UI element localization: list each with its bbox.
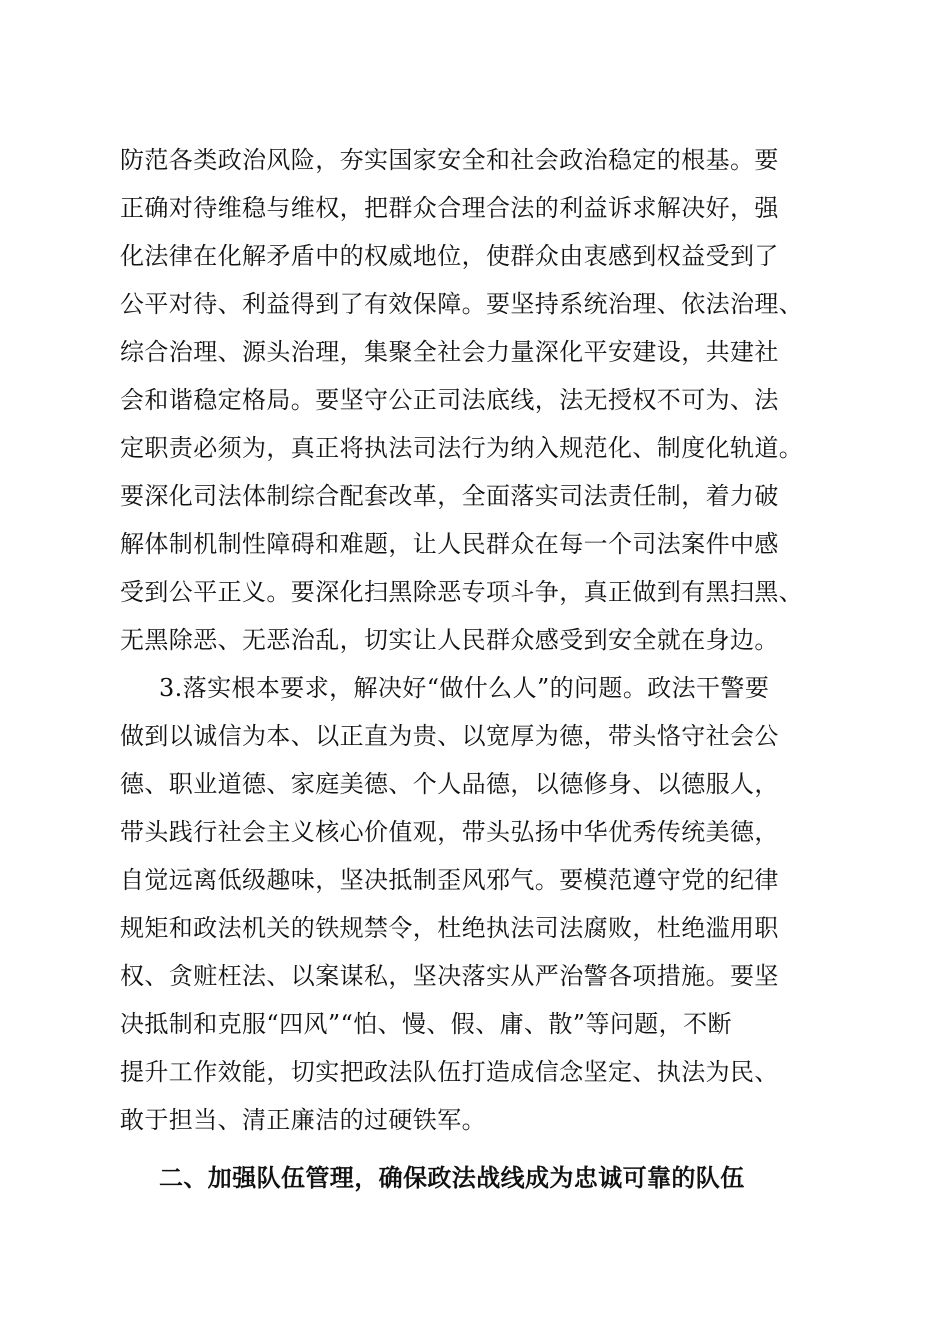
- paragraph-line: 防范各类政治风险，夯实国家安全和社会政治稳定的根基。要: [120, 146, 779, 174]
- section-heading: 二、加强队伍管理，确保政法战线成为忠诚可靠的队伍: [159, 1164, 745, 1192]
- paragraph-line: 带头践行社会主义核心价值观，带头弘扬中华优秀传统美德，: [120, 818, 779, 846]
- paragraph-line: 正确对待维稳与维权，把群众合理合法的利益诉求解决好，强: [120, 194, 779, 222]
- paragraph-line: 要深化司法体制综合配套改革，全面落实司法责任制，着力破: [120, 482, 779, 510]
- paragraph-line: 自觉远离低级趣味，坚决抵制歪风邪气。要模范遵守党的纪律: [120, 866, 779, 894]
- paragraph-line: 受到公平正义。要深化扫黑除恶专项斗争，真正做到有黑扫黑、: [120, 578, 804, 606]
- paragraph-line: 决抵制和克服“四风”“怕、慢、假、庸、散”等问题，不断: [120, 1010, 732, 1038]
- paragraph-line: 会和谐稳定格局。要坚守公正司法底线，法无授权不可为、法: [120, 386, 779, 414]
- paragraph-line: 定职责必须为，真正将执法司法行为纳入规范化、制度化轨道。: [120, 434, 804, 462]
- paragraph-line: 敢于担当、清正廉洁的过硬铁军。: [120, 1106, 486, 1134]
- paragraph-line: 综合治理、源头治理，集聚全社会力量深化平安建设，共建社: [120, 338, 779, 366]
- paragraph-line: 规矩和政法机关的铁规禁令，杜绝执法司法腐败，杜绝滥用职: [120, 914, 779, 942]
- paragraph-line: 3.落实根本要求，解决好“做什么人”的问题。政法干警要: [159, 674, 770, 702]
- paragraph-line: 做到以诚信为本、以正直为贵、以宽厚为德，带头恪守社会公: [120, 722, 779, 750]
- paragraph-line: 公平对待、利益得到了有效保障。要坚持系统治理、依法治理、: [120, 290, 804, 318]
- paragraph-line: 无黑除恶、无恶治乱，切实让人民群众感受到安全就在身边。: [120, 626, 779, 654]
- paragraph-line: 提升工作效能，切实把政法队伍打造成信念坚定、执法为民、: [120, 1058, 779, 1086]
- paragraph-line: 德、职业道德、家庭美德、个人品德，以德修身、以德服人，: [120, 770, 779, 798]
- paragraph-line: 化法律在化解矛盾中的权威地位，使群众由衷感到权益受到了: [120, 242, 779, 270]
- paragraph-line: 权、贪赃枉法、以案谋私，坚决落实从严治警各项措施。要坚: [120, 962, 779, 990]
- paragraph-line: 解体制机制性障碍和难题，让人民群众在每一个司法案件中感: [120, 530, 779, 558]
